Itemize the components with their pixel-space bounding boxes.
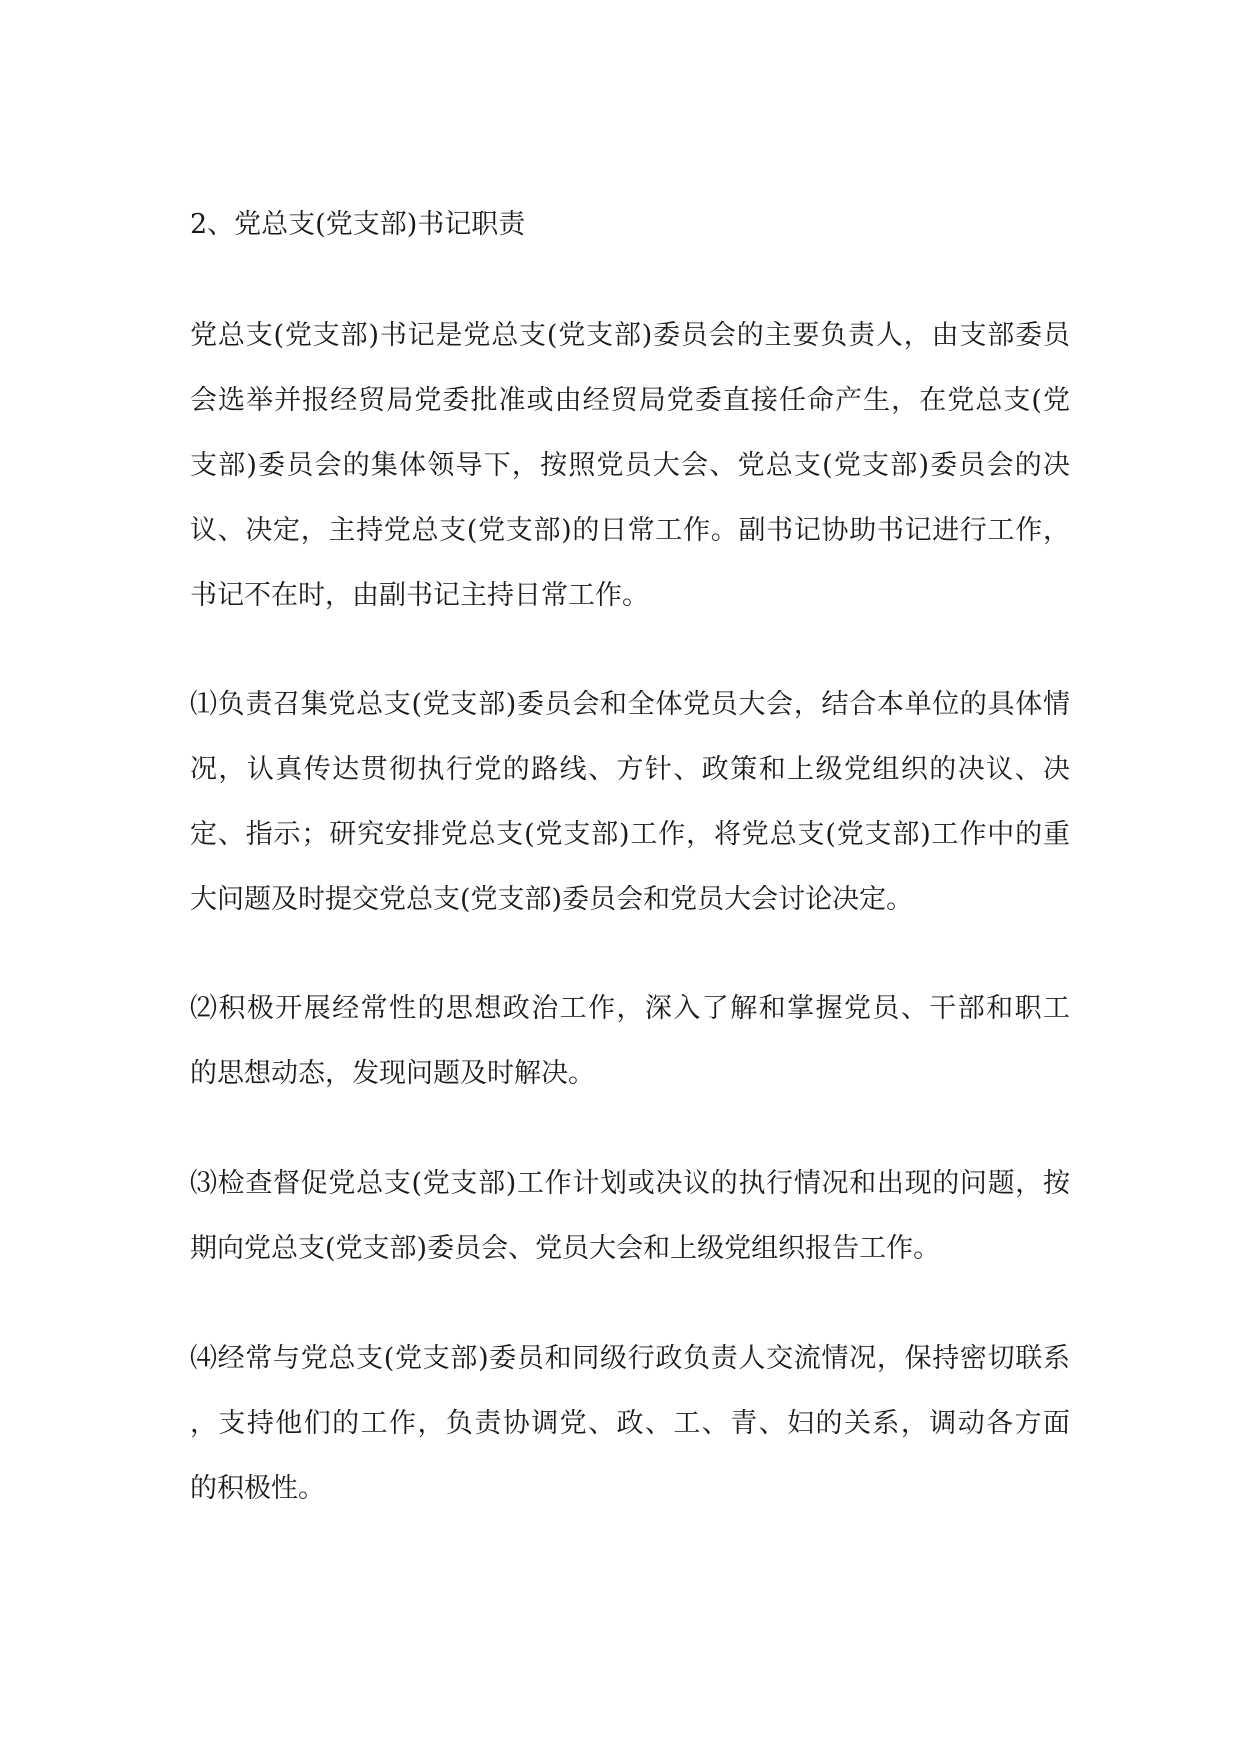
paragraph-secretary-role: [190, 303, 1070, 628]
paragraph-duty-3: [190, 1151, 1070, 1281]
paragraph-duty-2: [190, 976, 1070, 1106]
paragraph-line: ⑵积极开展经常性的思想政治工作，深入了解和掌握党员、干部和职工: [190, 993, 1070, 1024]
section-heading: 2、党总支(党支部)书记职责: [190, 209, 526, 240]
paragraph-line: 期向党总支(党支部)委员会、党员大会和上级党组织报告工作。: [190, 1233, 941, 1264]
paragraph-line: 书记不在时，由副书记主持日常工作。: [190, 580, 649, 611]
paragraph-line: ⑷经常与党总支(党支部)委员和同级行政负责人交流情况，保持密切联系: [190, 1343, 1070, 1374]
paragraph-line: 的积极性。: [190, 1473, 325, 1504]
paragraph-line: ，支持他们的工作，负责协调党、政、工、青、妇的关系，调动各方面: [190, 1408, 1070, 1439]
paragraph-duty-4: [190, 1326, 1070, 1521]
paragraph-line: 会选举并报经贸局党委批准或由经贸局党委直接任命产生，在党总支(党: [190, 385, 1070, 416]
paragraph-line: 支部)委员会的集体领导下，按照党员大会、党总支(党支部)委员会的决: [190, 450, 1070, 481]
paragraph-duty-1: [190, 672, 1070, 932]
paragraph-line: 况，认真传达贯彻执行党的路线、方针、政策和上级党组织的决议、决: [190, 754, 1070, 785]
paragraph-line: 议、决定，主持党总支(党支部)的日常工作。副书记协助书记进行工作，: [190, 515, 1070, 546]
paragraph-line: ⑴负责召集党总支(党支部)委员会和全体党员大会，结合本单位的具体情: [190, 689, 1070, 720]
paragraph-line: 定、指示；研究安排党总支(党支部)工作，将党总支(党支部)工作中的重: [190, 819, 1070, 850]
paragraph-line: ⑶检查督促党总支(党支部)工作计划或决议的执行情况和出现的问题，按: [190, 1168, 1070, 1199]
paragraph-line: 大问题及时提交党总支(党支部)委员会和党员大会讨论决定。: [190, 884, 914, 915]
paragraph-line: 的思想动态，发现问题及时解决。: [190, 1058, 595, 1089]
paragraph-line: 党总支(党支部)书记是党总支(党支部)委员会的主要负责人，由支部委员: [190, 320, 1070, 351]
